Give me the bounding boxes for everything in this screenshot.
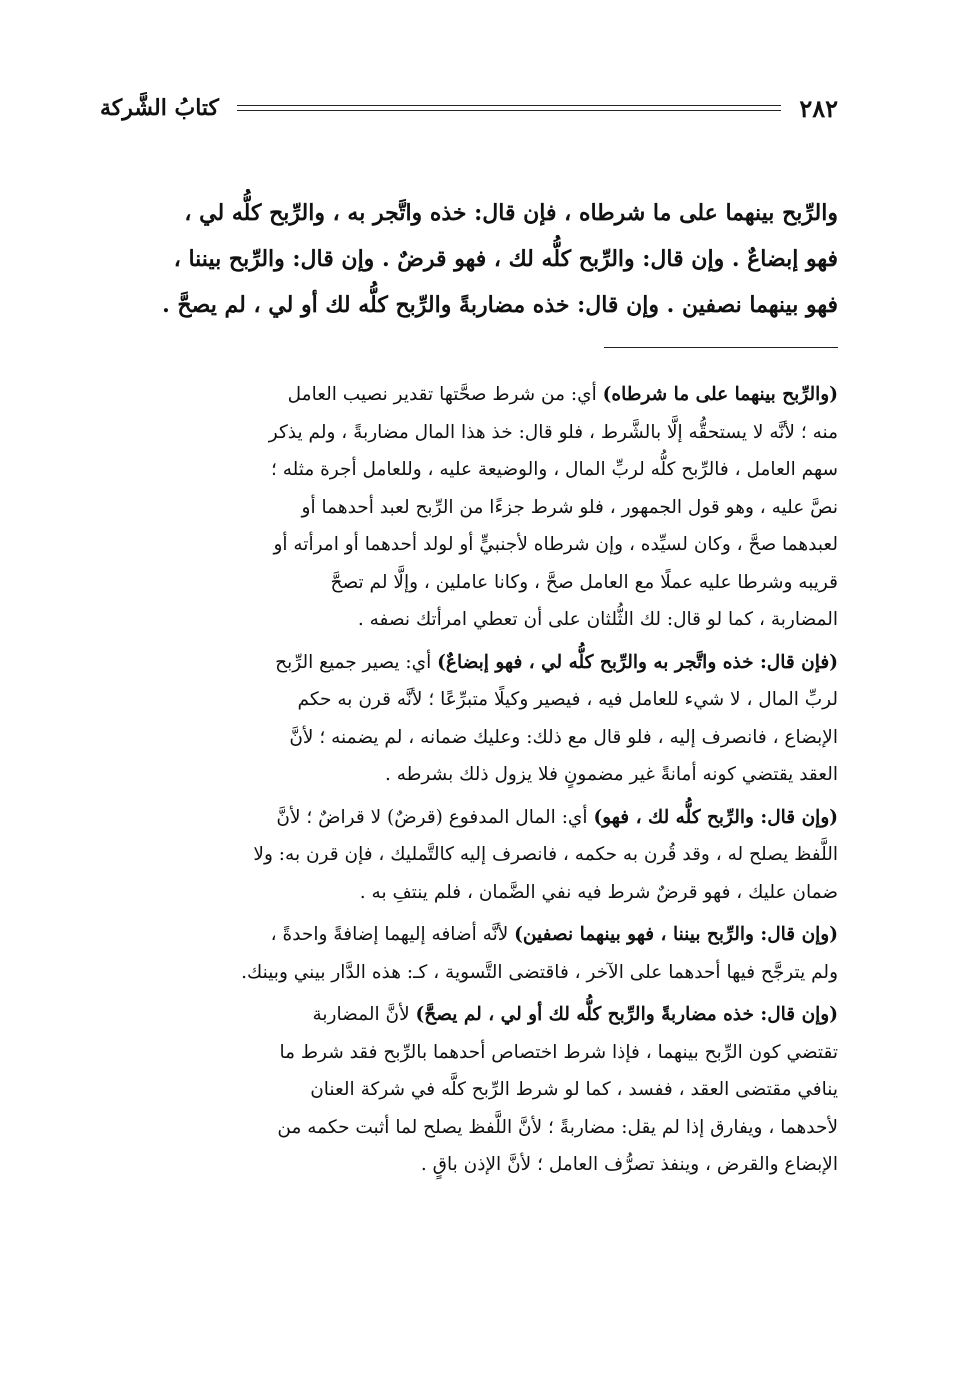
page-header [100, 88, 838, 128]
commentary-paragraph [100, 916, 838, 991]
commentary-line [100, 1034, 838, 1072]
commentary-text: لأحدهما ، ويفارق إذا لم يقل: مضاربةً ؛ لأنَّ اللَّفظ يصلح لما أثبت حكمه من [277, 1116, 838, 1138]
commentary-line [100, 1146, 838, 1184]
commentary-line [100, 681, 838, 719]
commentary-text: لربِّ المال ، لا شيء للعامل فيه ، فيصير وكيلًا متبرِّعًا ؛ لأنَّه قرن به حكم [297, 689, 838, 710]
main-text-line: فهو إبضاعٌ . وإن قال: والرِّبح كلُّه لك ، فهو قرضٌ . وإن قال: والرِّبح بيننا ، [173, 246, 838, 272]
commentary-lemma: (وإن قال: والرِّبح بيننا ، فهو بينهما نصفين) [514, 924, 838, 945]
commentary-line [100, 954, 838, 992]
commentary-text: تقتضي كون الرِّبح بينهما ، فإذا شرط اختصاص أحدهما بالرِّبح فقد شرط ما [279, 1041, 838, 1063]
commentary-line [100, 601, 838, 639]
commentary-line [100, 916, 838, 954]
commentary-line [100, 996, 838, 1034]
commentary-text: نصَّ عليه ، وهو قول الجمهور ، فلو شرط جزءًا من الرِّبح لعبد أحدهما أو [301, 496, 838, 518]
commentary-text: لأنَّ المضاربة [312, 1004, 416, 1025]
separator-rule [604, 347, 838, 348]
commentary-line [100, 414, 838, 452]
commentary-text: سهم العامل ، فالرِّبح كلُّه لربِّ المال ، والوضيعة عليه ، وللعامل أجرة مثله ؛ [270, 459, 838, 480]
commentary-lemma: (وإن قال: والرِّبح كلُّه لك ، فهو) [593, 806, 838, 828]
commentary-text: ينافي مقتضى العقد ، ففسد ، كما لو شرط الرِّبح كلَّه في شركة العنان [310, 1079, 838, 1100]
page-number: ٢٨٢ [799, 93, 838, 123]
commentary-line [100, 644, 838, 682]
commentary-text: أي: المال المدفوع (قرضٌ) لا قراضٌ ؛ لأنَّ [276, 806, 594, 828]
main-text [100, 190, 838, 328]
commentary-text: الإبضاع والقرض ، وينفذ تصرُّف العامل ؛ لأنَّ الإذن باقٍ . [420, 1154, 838, 1175]
commentary-text: أي: من شرط صحَّتها تقدير نصيب العامل [287, 384, 603, 405]
commentary-line [100, 489, 838, 527]
commentary-text: منه ؛ لأنَّه لا يستحقُّه إلَّا بالشَّرط ، فلو قال: خذ هذا المال مضاربةً ، ولم يذكر [268, 421, 838, 443]
main-text-line: والرِّبح بينهما على ما شرطاه ، فإن قال: خذه واتَّجر به ، والرِّبح كلُّه لي ، [184, 200, 838, 226]
commentary-text: لأنَّه أضافه إليهما إضافةً واحدةً ، [270, 924, 515, 945]
commentary-text: اللَّفظ يصلح له ، وقد قُرن به حكمه ، فانصرف إليه كالتَّمليك ، فإن قرن به: ولا [253, 844, 838, 865]
commentary-text: ضمان عليك ، فهو قرضٌ شرط فيه نفي الضَّمان ، فلم ينتفِ به . [359, 881, 838, 903]
commentary-lemma: (فإن قال: خذه واتَّجر به والرِّبح كلُّه لي ، فهو إبضاعٌ) [437, 651, 838, 673]
commentary-line [100, 719, 838, 757]
commentary-line [100, 451, 838, 489]
commentary-paragraph [100, 376, 838, 639]
commentary-text: العقد يقتضي كونه أمانةً غير مضمونٍ فلا يزول ذلك بشرطه . [384, 764, 838, 785]
commentary-paragraph [100, 996, 838, 1184]
header-rule [237, 105, 781, 111]
commentary-line [100, 799, 838, 837]
commentary-lemma: (والرِّبح بينهما على ما شرطاه) [602, 384, 838, 405]
commentary-paragraph [100, 644, 838, 794]
commentary-line [100, 1071, 838, 1109]
commentary-line [100, 376, 838, 414]
commentary-line [100, 1109, 838, 1147]
commentary-text: الإبضاع ، فانصرف إليه ، فلو قال مع ذلك: وعليك ضمانه ، لم يضمنه ؛ لأنَّ [289, 726, 838, 748]
commentary-line [100, 564, 838, 602]
commentary [100, 376, 838, 1189]
commentary-text: قريبه وشرطا عليه عملًا مع العامل صحَّ ، وكانا عاملين ، وإلَّا لم تصحَّ [330, 571, 838, 593]
commentary-line [100, 526, 838, 564]
commentary-lemma: (وإن قال: خذه مضاربةً والرِّبح كلُّه لك أو لي ، لم يصحَّ) [415, 1004, 838, 1025]
commentary-line [100, 874, 838, 912]
commentary-text: ولم يترجَّح فيها أحدهما على الآخر ، فاقتضى التَّسوية ، كـ: هذه الدَّار بيني وبينك. [241, 961, 838, 983]
commentary-paragraph [100, 799, 838, 912]
running-title: كتابُ الشَّركة [100, 95, 220, 121]
commentary-line [100, 756, 838, 794]
commentary-text: أي: يصير جميع الرِّبح [275, 651, 438, 673]
commentary-line [100, 836, 838, 874]
commentary-text: لعبدهما صحَّ ، وكان لسيِّده ، وإن شرطاه لأجنبيٍّ أو لولد أحدهما أو امرأته أو [273, 534, 838, 555]
main-text-line: فهو بينهما نصفين . وإن قال: خذه مضاربةً والرِّبح كلُّه لك أو لي ، لم يصحَّ . [162, 292, 838, 318]
commentary-text: المضاربة ، كما لو قال: لك الثُّلثان على أن تعطي امرأتك نصفه . [357, 609, 838, 630]
